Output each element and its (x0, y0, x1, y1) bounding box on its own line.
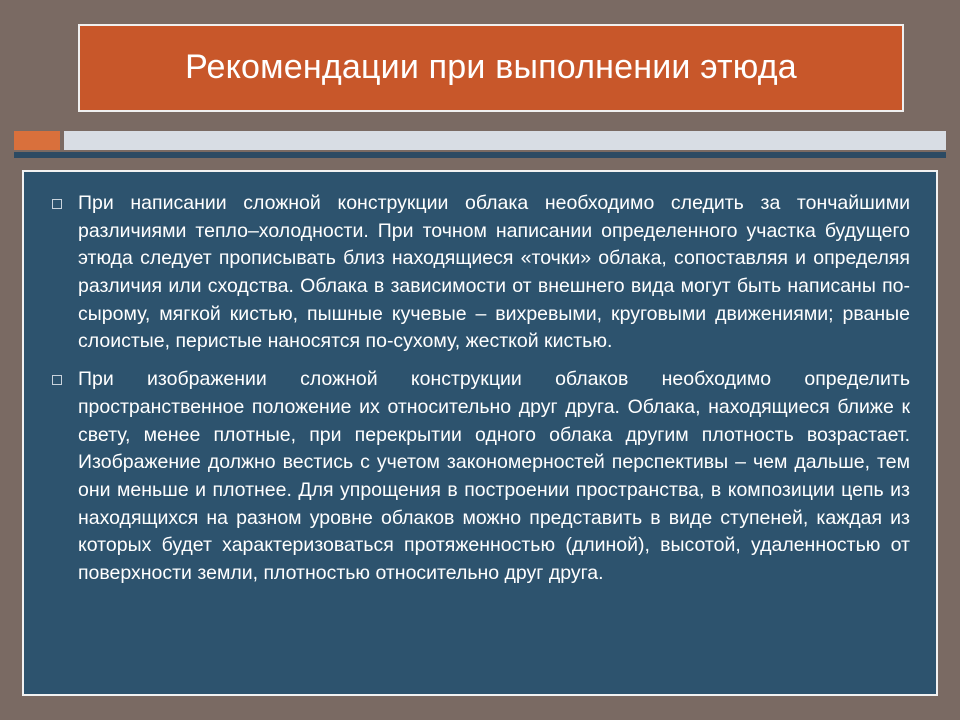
list-item-text: При изображении сложной конструкции облаков необходимо определить пространственное положение их относительно друг друга. Облака, находящиеся ближе к свету, менее плотные, при перекрытии одного облака другим плотность возрастает. Изображение должно вестись с учетом закономерностей перспективы – чем дальше, тем они меньше и плотнее. Для упрощения в построении пространства, в композиции цепь из находящихся на разном уровне облаков можно представить в виде ступеней, каждая из которых будет характеризоваться протяженностью (длиной), высотой, удаленностью от поверхности земли, плотностью относительно друг друга. (78, 368, 910, 584)
accent-bar-light (64, 131, 946, 150)
content-panel (22, 170, 938, 696)
list-item (44, 366, 910, 588)
list-item (44, 190, 910, 356)
accent-bar-orange (14, 131, 60, 150)
page-title: Рекомендации при выполнении этюда (185, 48, 797, 87)
slide-title-box (78, 24, 904, 112)
square-outline-bullet-icon (52, 199, 62, 209)
accent-bar-dark (14, 152, 946, 158)
list-item-text: При написании сложной конструкции облака необходимо следить за тончайшими различиями тепло–холодности. При точном написании определенного участка будущего этюда следует прописывать близ находящиеся «точки» облака, сопоставляя и определяя различия или сходства. Облака в зависимости от внешнего вида могут быть написаны по-сырому, мягкой кистью, пышные кучевые – вихревыми, круговыми движениями; рваные слоистые, перистые наносятся по-сухому, жесткой кистью. (78, 192, 910, 353)
square-outline-bullet-icon (52, 375, 62, 385)
